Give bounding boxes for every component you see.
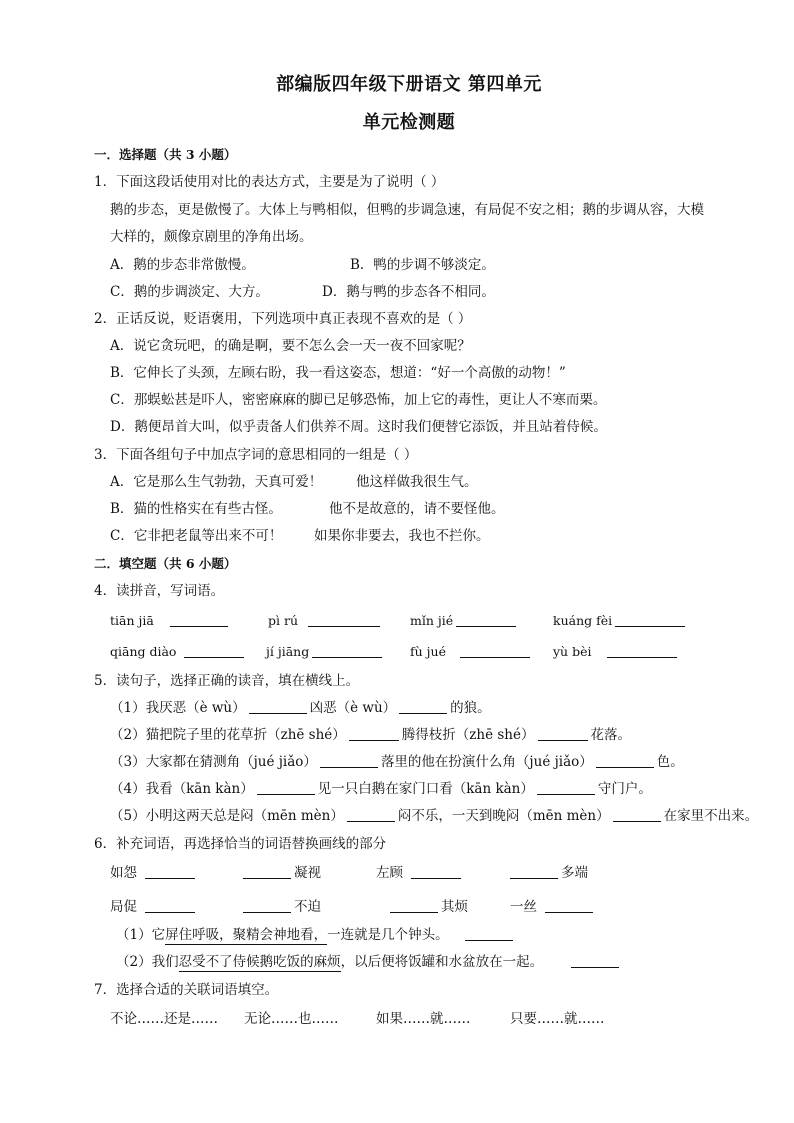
- q7-option-2: 无论……也……: [244, 1011, 339, 1027]
- q6-word-8: 一丝: [510, 898, 596, 916]
- q2-option-b: B．它伸长了头颈，左顾右盼，我一看这姿态，想道：“好一个高傲的动物！”: [110, 365, 566, 381]
- answer-blank[interactable]: [465, 927, 513, 941]
- answer-blank[interactable]: [184, 644, 244, 658]
- answer-blank[interactable]: [456, 613, 516, 627]
- answer-blank[interactable]: [145, 865, 195, 879]
- answer-blank[interactable]: [308, 613, 380, 627]
- answer-blank[interactable]: [537, 781, 595, 795]
- q4-pinyin-6: jí jiāng: [266, 643, 385, 661]
- q3-option-c-1: C．它非把老鼠等出来不可！: [110, 528, 283, 544]
- answer-blank[interactable]: [615, 613, 685, 627]
- q6-word-4: 多端: [510, 864, 588, 882]
- q5-sentence-2: （2）猫把院子里的花草折（zhē shé） 腾得枝折（zhē shé） 花落。: [110, 727, 631, 743]
- q1-option-b: B．鸭的步调不够淡定。: [350, 257, 495, 273]
- q6-sentence-2: （2）我们忍受不了侍候鹅吃饭的麻烦，以后便将饭罐和水盆放在一起。: [116, 953, 622, 971]
- q6-sentence-1: （1）它屏住呼吸，聚精会神地看，一连就是几个钟头。: [116, 926, 516, 944]
- q7-option-1: 不论……还是……: [110, 1011, 218, 1027]
- q1-option-d: D．鹅与鸭的步态各不相同。: [322, 284, 495, 300]
- q2-option-c: C．那蜈蚣甚是吓人，密密麻麻的脚已足够恐怖，加上它的毒性，更让人不寒而栗。: [110, 392, 607, 408]
- q3-stem: 3．下面各组句子中加点字词的意思相同的一组是（ ）: [94, 447, 418, 463]
- q4-pinyin-7: fù jué: [410, 643, 533, 661]
- q1-option-a: A．鹅的步态非常傲慢。: [110, 257, 255, 273]
- section-heading-fill: 二．填空题（共 6 小题）: [94, 556, 237, 571]
- answer-blank[interactable]: [320, 754, 378, 768]
- q6-stem: 6．补充词语，再选择恰当的词语替换画线的部分: [94, 836, 387, 852]
- q3-option-b-1: B．猫的性格实在有些古怪。: [110, 501, 282, 517]
- q4-pinyin-8: yù bèi: [553, 643, 680, 661]
- q4-stem: 4．读拼音，写词语。: [94, 583, 225, 599]
- q7-stem: 7．选择合适的关联词语填空。: [94, 982, 279, 998]
- q2-option-d: D．鹅便昂首大叫，似乎责备人们供养不周。这时我们便替它添饭，并且站着侍候。: [110, 419, 607, 435]
- q4-pinyin-2: pì rú: [268, 612, 383, 630]
- answer-blank[interactable]: [460, 644, 530, 658]
- q3-option-c-2: 如果你非要去，我也不拦你。: [314, 528, 490, 544]
- page-subtitle: 单元检测题: [362, 112, 456, 133]
- answer-blank[interactable]: [349, 727, 399, 741]
- q5-sentence-5: （5）小明这两天总是闷（mēn mèn） 闷不乐，一天到晚闷（mēn mèn） 在家里不出来。: [110, 808, 759, 824]
- answer-blank[interactable]: [347, 808, 395, 822]
- answer-blank[interactable]: [571, 954, 619, 968]
- q1-passage-line1: 鹅的步态，更是傲慢了。大体上与鸭相似，但鸭的步调急速，有局促不安之相；鹅的步调从容，大模: [110, 202, 704, 218]
- q4-pinyin-5: qiāng diào: [110, 643, 247, 661]
- q7-option-4: 只要……就……: [510, 1011, 605, 1027]
- q5-sentence-3: （3）大家都在猜测角（jué jiǎo） 落里的他在扮演什么角（jué jiǎo） 色。: [110, 754, 684, 770]
- page-title: 部编版四年级下册语文 第四单元: [276, 74, 542, 95]
- answer-blank[interactable]: [170, 613, 228, 627]
- answer-blank[interactable]: [613, 808, 661, 822]
- answer-blank[interactable]: [510, 865, 558, 879]
- answer-blank[interactable]: [411, 865, 461, 879]
- q1-stem: 1．下面这段话使用对比的表达方式，主要是为了说明（ ）: [94, 174, 445, 190]
- q7-option-3: 如果……就……: [376, 1011, 471, 1027]
- q3-option-a-2: 他这样做我很生气。: [356, 474, 478, 490]
- q5-sentence-1: （1）我厌恶（è wù） 凶恶（è wù） 的狼。: [110, 700, 491, 716]
- answer-blank[interactable]: [312, 644, 382, 658]
- answer-blank[interactable]: [607, 644, 677, 658]
- q2-stem: 2．正话反说，贬语褒用，下列选项中真正表现不喜欢的是（ ）: [94, 311, 472, 327]
- q6-word-5: 局促: [110, 898, 198, 916]
- underlined-phrase: 忍受不了侍候鹅吃饭的麻烦: [178, 954, 341, 970]
- answer-blank[interactable]: [243, 865, 291, 879]
- q4-pinyin-4: kuáng fèi: [553, 612, 688, 630]
- q1-option-c: C．鹅的步调淡定、大方。: [110, 284, 269, 300]
- answer-blank[interactable]: [249, 700, 307, 714]
- q3-option-a-1: A．它是那么生气勃勃，天真可爱！: [110, 474, 323, 490]
- q5-stem: 5．读句子，选择正确的读音，填在横线上。: [94, 673, 360, 689]
- section-heading-choice: 一．选择题（共 3 小题）: [94, 147, 237, 162]
- q4-pinyin-3: mǐn jié: [410, 612, 519, 630]
- q6-word-6: 不迫: [243, 898, 321, 916]
- q5-sentence-4: （4）我看（kān kàn） 见一只白鹅在家门口看（kān kàn） 守门户。: [110, 781, 652, 797]
- q6-word-2: 凝视: [243, 864, 321, 882]
- answer-blank[interactable]: [390, 899, 438, 913]
- q2-option-a: A．说它贪玩吧，的确是啊，要不怎么会一天一夜不回家呢？: [110, 338, 471, 354]
- answer-blank[interactable]: [538, 727, 588, 741]
- underlined-phrase: 屏住呼吸，聚精会神地看，: [165, 927, 328, 943]
- q6-word-1: 如怨: [110, 864, 198, 882]
- answer-blank[interactable]: [257, 781, 315, 795]
- q6-word-3: 左顾: [376, 864, 464, 882]
- q1-passage-line2: 大样的，颇像京剧里的净角出场。: [110, 229, 313, 245]
- answer-blank[interactable]: [596, 754, 654, 768]
- q6-word-7: 其烦: [390, 898, 468, 916]
- answer-blank[interactable]: [145, 899, 195, 913]
- q3-option-b-2: 他不是故意的，请不要怪他。: [329, 501, 505, 517]
- q4-pinyin-1: tiān jiā: [110, 612, 231, 630]
- answer-blank[interactable]: [545, 899, 593, 913]
- answer-blank[interactable]: [399, 700, 447, 714]
- answer-blank[interactable]: [243, 899, 291, 913]
